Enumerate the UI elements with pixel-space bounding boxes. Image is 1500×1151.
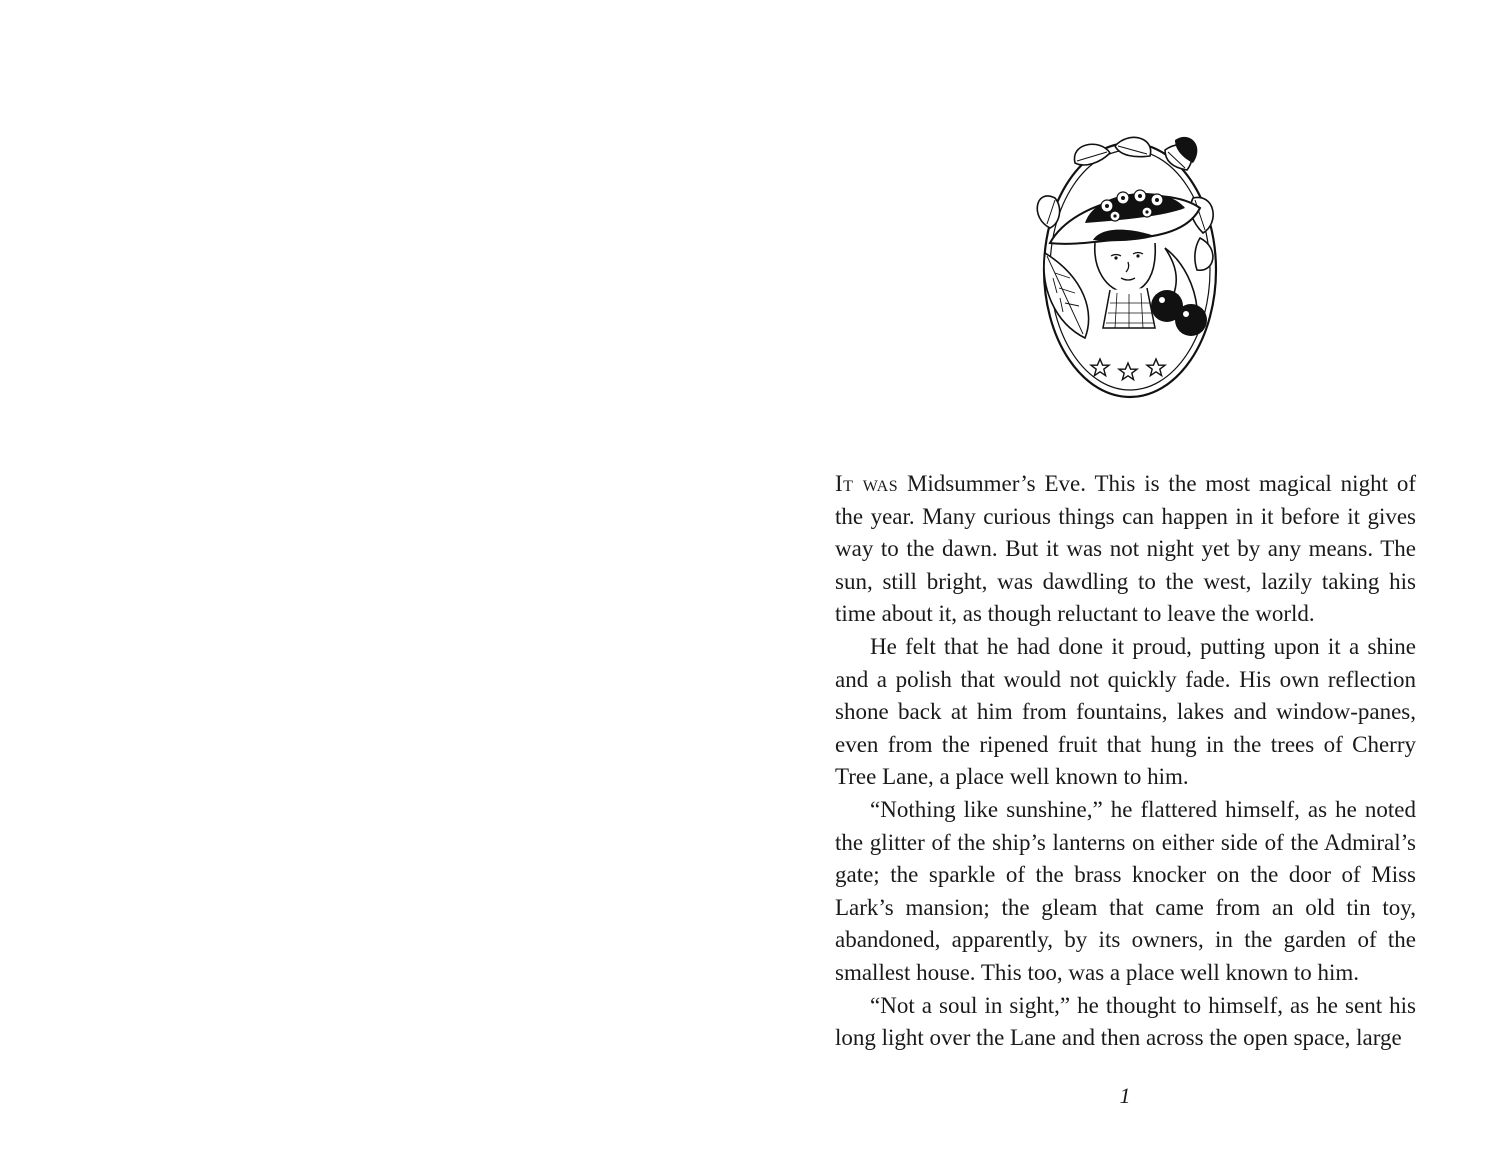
paragraph-3: “Nothing like sunshine,” he flattered himself, as he noted the glitter of the ship’s lanterns on either side of the Admiral’s gate; the sparkle of the brass knocker on the door of Miss Lark’s mansion; the gleam that came from an old tin toy, abandoned, apparently, by its owners, in the garden of the smallest house. This too, was a place well known to him. [835,796,1416,985]
paragraph-2: He felt that he had done it proud, putting upon it a shine and a polish that would not quickly fade. His own reflection shone back at him from fountains, lakes and window-panes, even from the ripened fruit that hung in the trees of Cherry Tree Lane, a place well known to him. [835,633,1416,790]
opening-smallcaps: It was [835,471,899,496]
right-page [750,0,1500,1151]
page-number: 1 [1119,1083,1131,1108]
paragraph-1-text: Midsummer’s Eve. This is the most magical night of the year. Many curious things can happen in it before it gives way to the dawn. But it was not night yet by any means. The sun, still bright, was dawdling to the west, lazily taking his time about it, as though reluctant to leave the world. [835,471,1416,627]
paragraph-1 [835,468,1416,631]
portrait-vignette-icon [1015,128,1245,408]
paragraph-4: “Not a soul in sight,” he thought to himself, as he sent his long light over the Lane and then across the open space, large [835,992,1416,1051]
chapter-body-text [835,468,1416,1055]
